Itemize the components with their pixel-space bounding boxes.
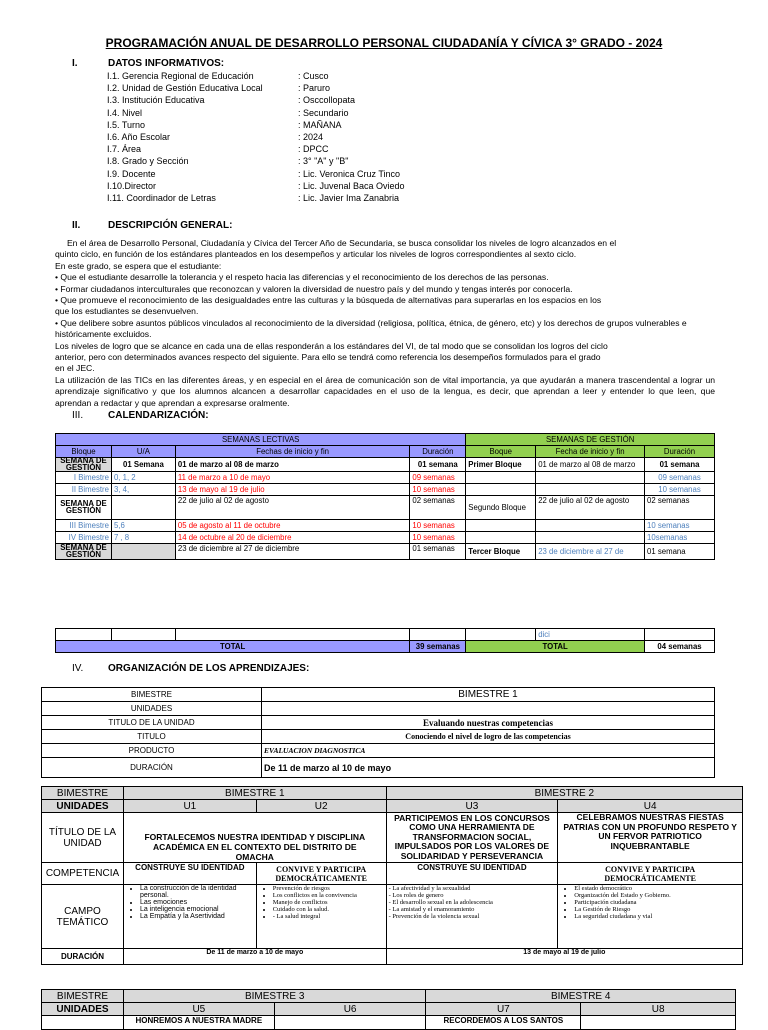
table-cell: Segundo Bloque (466, 496, 536, 520)
table-cell (536, 520, 645, 532)
table-cell: 10 semanas (645, 484, 715, 496)
topic-item: • La construcción de la identidad personal. (140, 885, 254, 899)
table-cell (466, 484, 536, 496)
topic-item: • La inteligencia emocional (140, 906, 254, 913)
table-cell: Tercer Bloque (466, 544, 536, 560)
table-cell: 01 de marzo al 08 de marzo (175, 458, 409, 472)
bimestre-label: BIMESTRE (42, 990, 124, 1003)
table-row (56, 532, 715, 544)
table-cell: II Bimestre (56, 484, 112, 496)
info-label: I.5. Turno (107, 119, 146, 130)
total-label-right: TOTAL (466, 641, 645, 653)
bimestre-4: BIMESTRE 4 (426, 990, 736, 1003)
table-cell (42, 1016, 124, 1030)
info-row (107, 131, 405, 143)
table-row (56, 520, 715, 532)
description-line: En el área de Desarrollo Personal, Ciudadanía y Cívica del Tercer Año de Secundaria, se busca consolidar los niveles de logro alcanzados en el (55, 238, 617, 248)
description-line: aprendan a redactar y que aprendan a expresarse oralmente. (55, 397, 290, 408)
topic-item: - Prevención de la violencia sexual (388, 913, 480, 920)
document-title: PROGRAMACIÓN ANUAL DE DESARROLLO PERSONAL CIUDADANÍA Y CÍVICA 3° GRADO - 2024 (105, 36, 663, 50)
info-label: I.6. Año Escolar (107, 131, 171, 142)
table-cell: 10semanas (645, 532, 715, 544)
row-value: Conociendo el nivel de logro de las competencias (262, 730, 715, 744)
row-label: UNIDADES (42, 702, 262, 716)
topic-item: - El desarrollo sexual en la adolescencia (388, 899, 493, 906)
info-value: : Osccollopata (298, 95, 356, 106)
info-value: : Lic. Javier Ima Zanabria (298, 192, 400, 203)
col-bloque: Bloque (56, 446, 112, 458)
info-value: : Paruro (298, 83, 331, 94)
info-value: : Cusco (298, 71, 329, 81)
unit-u1: U1 (123, 800, 256, 813)
table-cell: 7 , 8 (111, 532, 175, 544)
row-value: BIMESTRE 1 (262, 688, 715, 702)
description-line: históricamente excluidos. (55, 329, 152, 340)
section-3-heading (72, 410, 209, 421)
titulo-label: TÍTULO DE LA UNIDAD (42, 813, 124, 863)
unit-title-u3: PARTICIPEMOS EN LOS CONCURSOS COMO UNA HERRAMIENTA DE TRANSFORMACION SOCIAL, IMPULSADOS POR LOS VALORES DE SOLIDARIDAD Y PERSEVERANCIA (386, 813, 558, 863)
campo-u2 (256, 885, 386, 949)
table-cell: I Bimestre (56, 472, 112, 484)
topic-item: - La afectividad y la sexualidad (388, 885, 471, 892)
section-1-heading (72, 58, 224, 69)
info-row (107, 107, 405, 119)
col-fecha: Fecha de inicio y fin (536, 446, 645, 458)
info-row (107, 94, 405, 106)
section-label: DESCRIPCIÓN GENERAL: (108, 220, 233, 231)
duracion-b1: De 11 de marzo a 10 de mayo (123, 949, 386, 965)
info-row (107, 82, 405, 94)
campo-u4 (558, 885, 743, 949)
table-cell (466, 472, 536, 484)
table-cell (645, 629, 715, 641)
table-cell (410, 629, 466, 641)
unidades-label: UNIDADES (42, 1003, 124, 1016)
campo-label: CAMPO TEMÁTICO (42, 885, 124, 949)
row-label: BIMESTRE (42, 688, 262, 702)
table-cell: SEMANA DE GESTIÓN (56, 496, 112, 520)
unit-u3: U3 (386, 800, 558, 813)
description-line: aprendizaje significativo y que los alumnos alcancen a desarrollar capacidades en el uso de la lengua, es decir, que aprendan a leer y entender lo que leen, que (55, 386, 715, 397)
topic-item: - Los roles de genero (388, 892, 444, 899)
competencia-label: COMPETENCIA (42, 863, 124, 885)
table-cell: 10 semanas (410, 532, 466, 544)
row-label: TITULO (42, 730, 262, 744)
table-cell (111, 544, 175, 560)
table-cell: 01 Semana (111, 458, 175, 472)
table-cell: 05 de agosto al 11 de octubre (175, 520, 409, 532)
table-cell: 02 semanas (645, 496, 715, 520)
table-cell: III Bimestre (56, 520, 112, 532)
topic-item: • Manejo de conflictos (273, 899, 384, 906)
table-cell: 01 semana (410, 458, 466, 472)
table-cell: 02 semanas (410, 496, 466, 520)
topic-item: • Participación ciudadana (574, 899, 740, 906)
row-value: De 11 de marzo al 10 de mayo (262, 758, 715, 778)
table-cell: 01 semana (645, 458, 715, 472)
table-row (56, 472, 715, 484)
unit-u2: U2 (256, 800, 386, 813)
info-value: : Secundario (298, 107, 349, 118)
total-label: TOTAL (56, 641, 410, 653)
info-value: : Lic. Juvenal Baca Oviedo (298, 180, 405, 191)
info-label: I.1. Gerencia Regional de Educación (107, 71, 254, 81)
topic-item: • Las emociones (140, 899, 254, 906)
info-label: I.8. Grado y Sección (107, 156, 189, 167)
description-line: anterior, pero con determinados avances respecto del siguiente. Para ello se tendrá como referencia los desempeños formulados para el grado (55, 352, 601, 363)
section-number: I. (72, 58, 78, 69)
info-label: I.2. Unidad de Gestión Educativa Local (107, 83, 263, 94)
info-value: : MAÑANA (298, 119, 342, 130)
col-fechas: Fechas de inicio y fin (175, 446, 409, 458)
topic-item: • - La salud integral (273, 913, 384, 920)
description-line: que los estudiantes se desenvuelven. (55, 306, 199, 317)
table-cell: IV Bimestre (56, 532, 112, 544)
table-cell: 22 de julio al 02 de agosto (536, 496, 645, 520)
unit-title-u4: CELEBRAMOS NUESTRAS FIESTAS PATRIAS CON UN PROFUNDO RESPETO Y UN FERVOR PATRIOTICO INQUEBRANTABLE (558, 813, 743, 863)
section-label: ORGANIZACIÓN DE LOS APRENDIZAJES: (108, 663, 310, 674)
unit-title-u5: HONREMOS A NUESTRA MADRE (123, 1016, 274, 1030)
description-line: • Que promueve el reconocimiento de las desigualdades entre las culturas y la búsqueda de alternativas para superarlas en los espacios en los (55, 295, 602, 306)
unit-title-u1-u2: FORTALECEMOS NUESTRA IDENTIDAD Y DISCIPLINA ACADÉMICA EN EL CONTEXTO DEL DISTRITO DE OMACHA (123, 813, 386, 863)
info-row (107, 119, 405, 131)
table-row (56, 496, 715, 520)
total-left: 39 semanas (410, 641, 466, 653)
campo-u3 (386, 885, 558, 949)
competencia-u1: CONSTRUYE SU IDENTIDAD (123, 863, 256, 885)
section-label: CALENDARIZACIÓN: (108, 410, 209, 421)
unit-u6: U6 (274, 1003, 426, 1016)
table-cell: 09 semanas (645, 472, 715, 484)
info-list (107, 70, 405, 204)
col-duracion: Duración (410, 446, 466, 458)
section-number: III. (72, 410, 84, 421)
info-value: : DPCC (298, 144, 329, 155)
table-cell: 5,6 (111, 520, 175, 532)
table-cell (466, 629, 536, 641)
info-row (107, 143, 405, 155)
info-row (107, 155, 405, 167)
table-cell: 11 de marzo a 10 de mayo (175, 472, 409, 484)
row-label: PRODUCTO (42, 744, 262, 758)
organization-table-1 (41, 687, 715, 778)
section-2-heading (72, 220, 232, 231)
info-label: I.9. Docente (107, 168, 156, 179)
row-value (262, 702, 715, 716)
unit-u4: U4 (558, 800, 743, 813)
info-value: : 3° "A" y "B" (298, 156, 349, 167)
info-label: I.7. Área (107, 144, 142, 155)
table-cell: 3, 4, (111, 484, 175, 496)
info-label: I.4. Nivel (107, 107, 143, 118)
bimestre-label: BIMESTRE (42, 787, 124, 800)
total-row (56, 641, 715, 653)
table-cell: 22 de julio al 02 de agosto (175, 496, 409, 520)
col-boque: Boque (466, 446, 536, 458)
calendar-table (55, 433, 715, 560)
info-value: : Lic. Veronica Cruz Tinco (298, 168, 401, 179)
topic-item: • La Empatía y la Asertividad (140, 913, 254, 920)
table-cell: 10 semanas (410, 520, 466, 532)
topic-item: • Organización del Estado y Gobierno. (574, 892, 740, 899)
description-line: En este grado, se espera que el estudiante: (55, 260, 222, 271)
table-cell: 23 de diciembre al 27 de diciembre (175, 544, 409, 560)
table-row (56, 458, 715, 472)
bimestre-2: BIMESTRE 2 (386, 787, 742, 800)
table-cell: 01 de marzo al 08 de marzo (536, 458, 645, 472)
calendar-total-table (55, 628, 715, 653)
topic-item: • El estado democrático (574, 885, 740, 892)
col-ua: U/A (111, 446, 175, 458)
unidades-label: UNIDADES (42, 800, 124, 813)
row-label: TITULO DE LA UNIDAD (42, 716, 262, 730)
table-row (56, 544, 715, 560)
description-text (55, 238, 715, 409)
gestion-header: SEMANAS DE GESTIÓN (466, 434, 715, 446)
section-number: II. (72, 220, 81, 231)
section-4-heading (72, 663, 309, 674)
competencia-u2: CONVIVE Y PARTICIPA DEMOCRÁTICAMENTE (256, 863, 386, 885)
table-cell: 14 de octubre al 20 de diciembre (175, 532, 409, 544)
table-cell (175, 629, 410, 641)
bimestre-3: BIMESTRE 3 (123, 990, 426, 1003)
table-cell: 10 semanas (645, 520, 715, 532)
table-cell (56, 629, 112, 641)
table-cell: 10 semanas (410, 484, 466, 496)
description-line: quinto ciclo, en función de los estándares planteados en los desempeños y articular los niveles de logros correspondientes al sexto ciclo. (55, 249, 577, 260)
section-number: IV. (72, 663, 84, 674)
table-cell (466, 532, 536, 544)
topic-item: • Los conflictos en la convivencia (273, 892, 384, 899)
table-cell: Primer Bloque (466, 458, 536, 472)
table-row (56, 629, 715, 641)
row-value: Evaluando nuestras competencias (262, 716, 715, 730)
section-label: DATOS INFORMATIVOS: (108, 58, 225, 69)
row-value: EVALUACION DIAGNOSTICA (262, 744, 715, 758)
description-line: en el JEC. (55, 363, 95, 374)
description-line: • Que el estudiante desarrolle la tolerancia y el respeto hacia las diferencias y el reconocimiento de los derechos de las personas. (55, 272, 549, 283)
table-cell: 01 semanas (410, 544, 466, 560)
info-label: I.3. Institución Educativa (107, 95, 205, 106)
description-line: • Formar ciudadanos interculturales que reconozcan y valoren la diversidad de nuestro país y del mundo y tengas interés por conocerla. (55, 283, 573, 294)
table-cell: 23 de diciembre al 27 de (536, 544, 645, 560)
table-cell: SEMANA DE GESTIÓN (56, 544, 112, 560)
duracion-b2: 13 de mayo al 19 de julio (386, 949, 742, 965)
competencia-u3: CONSTRUYE SU IDENTIDAD (386, 863, 558, 885)
total-right: 04 semanas (645, 641, 715, 653)
unit-u8: U8 (581, 1003, 736, 1016)
table-row (56, 484, 715, 496)
unit-u5: U5 (123, 1003, 274, 1016)
table-cell: 09 semanas (410, 472, 466, 484)
description-line: • Que delibere sobre asuntos públicos vinculados al reconocimiento de la diversidad (religiosa, política, étnica, de género, etc) y los derechos de grupos vulnerables e (55, 317, 687, 328)
table-cell: 01 semana (645, 544, 715, 560)
competencia-u4: CONVIVE Y PARTICIPA DEMOCRÁTICAMENTE (558, 863, 743, 885)
table-cell (536, 484, 645, 496)
table-cell (466, 520, 536, 532)
info-row (107, 192, 405, 204)
table-cell: dici (536, 629, 645, 641)
info-row (107, 180, 405, 192)
table-cell (581, 1016, 736, 1030)
duracion-label: DURACIÓN (42, 949, 124, 965)
campo-u1 (123, 885, 256, 949)
table-cell (111, 629, 175, 641)
unit-title-u7: RECORDEMOS A LOS SANTOS (426, 1016, 581, 1030)
row-label: DURACIÓN (42, 758, 262, 778)
table-cell: 13 de mayo al 19 de julio (175, 484, 409, 496)
topic-item: • La Gestión de Riesgo (574, 906, 740, 913)
organization-table-2 (41, 786, 743, 965)
topic-item: • Prevención de riesgos (273, 885, 384, 892)
info-row (107, 168, 405, 180)
topic-item: • Cuidado con la salud. (273, 906, 384, 913)
topic-item: - La amistad y el enamoramiento (388, 906, 475, 913)
topic-item: • La seguridad ciudadana y vial (574, 913, 740, 920)
col-duracion-right: Duración (645, 446, 715, 458)
table-cell (536, 472, 645, 484)
table-cell: SEMANA DE GESTIÓN (56, 458, 112, 472)
info-value: : 2024 (298, 131, 324, 142)
table-cell: 0, 1, 2 (111, 472, 175, 484)
unit-u7: U7 (426, 1003, 581, 1016)
table-cell (536, 532, 645, 544)
description-line: Los niveles de logro que se alcance en cada una de ellas responderán a los estándares del VI, de tal modo que se consolidan los logros del ciclo (55, 340, 608, 351)
table-cell (274, 1016, 426, 1030)
info-label: I.11. Coordinador de Letras (107, 192, 216, 203)
info-row (107, 70, 405, 82)
description-line: La utilización de las TICs en las diferentes áreas, y en especial en el área de comunicación son de vital importancia, ya que ayudarán a manera trascendental a lograr un (55, 374, 715, 385)
bimestre-1: BIMESTRE 1 (123, 787, 386, 800)
table-cell (111, 496, 175, 520)
lectivas-header: SEMANAS LECTIVAS (56, 434, 466, 446)
info-label: I.10.Director (107, 180, 157, 191)
